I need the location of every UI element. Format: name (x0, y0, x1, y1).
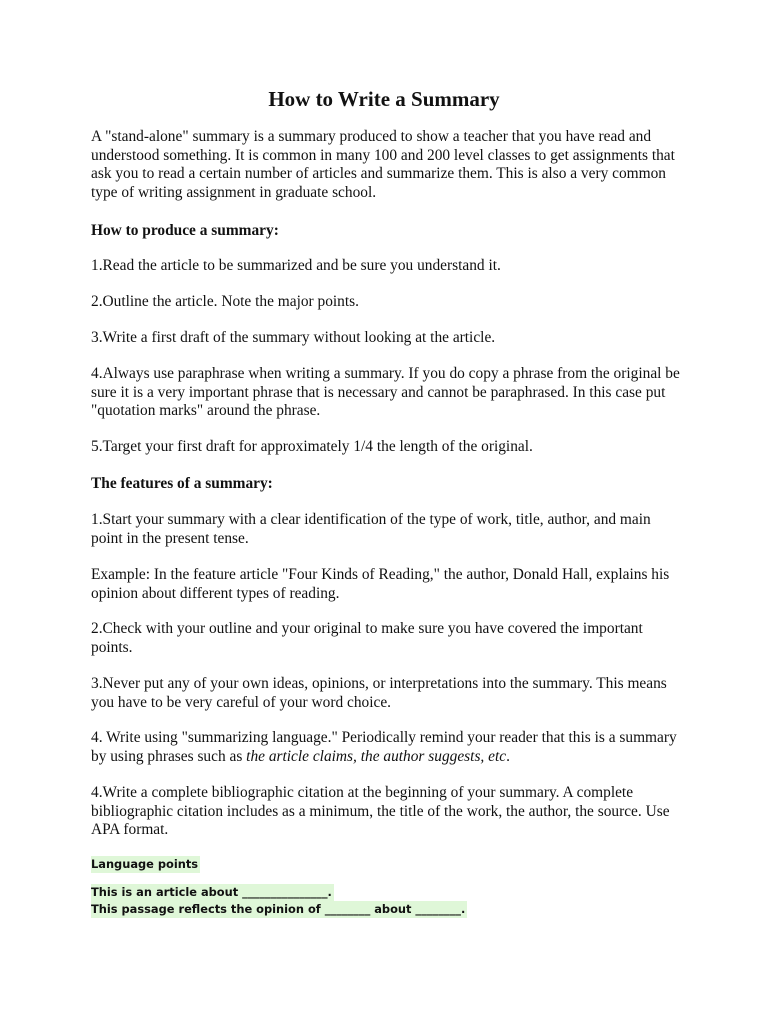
produce-step-4: 4.Always use paraphrase when writing a summary. If you do copy a phrase from the original be sure it is a very important phrase that is necessary and cannot be paraphrased. In this case put "quotation marks" around the phrase. (91, 365, 680, 420)
produce-step-1: 1.Read the article to be summarized and be sure you understand it. (91, 257, 501, 274)
feature-example: Example: In the feature article "Four Kinds of Reading," the author, Donald Hall, explains his opinion about different types of reading. (91, 566, 670, 602)
feature-4-period: . (506, 747, 510, 765)
feature-4-italic-phrases: the article claims, the author suggests, etc (246, 747, 507, 765)
feature-4-citation: 4.Write a complete bibliographic citation at the beginning of your summary. A complete bibliographic citation includes as a minimum, the title of the work, the author, the source. Use APA format. (91, 784, 670, 839)
intro-paragraph: A "stand-alone" summary is a summary produced to show a teacher that you have read and understood something. It is common in many 100 and 200 level classes to get assignments that ask you to read a certain number of articles and summarize them. This is also a very common type of writing assignment in graduate school. (91, 128, 675, 201)
feature-2: 2.Check with your outline and your original to make sure you have covered the important points. (91, 620, 643, 656)
feature-3: 3.Never put any of your own ideas, opinions, or interpretations into the summary. This means you have to be very careful of your word choice. (91, 675, 667, 711)
document-title: How to Write a Summary (268, 87, 500, 111)
feature-4-text: 4. Write using "summarizing language." Periodically remind your reader that this is a summary by using phrases such as (91, 729, 677, 765)
language-point-line-1: This is an article about _______________. (91, 885, 332, 899)
feature-1: 1.Start your summary with a clear identification of the type of work, title, author, and main point in the present tense. (91, 511, 651, 547)
produce-step-3: 3.Write a first draft of the summary without looking at the article. (91, 329, 496, 346)
language-points-heading: Language points (91, 857, 199, 871)
language-point-line-2: This passage reflects the opinion of ________ about ________. (91, 902, 466, 916)
produce-summary-heading: How to produce a summary: (91, 222, 279, 239)
features-heading: The features of a summary: (91, 475, 273, 492)
feature-4-summarizing-language (91, 729, 681, 766)
produce-step-2: 2.Outline the article. Note the major points. (91, 293, 359, 310)
produce-step-5: 5.Target your first draft for approximately 1/4 the length of the original. (91, 438, 533, 455)
